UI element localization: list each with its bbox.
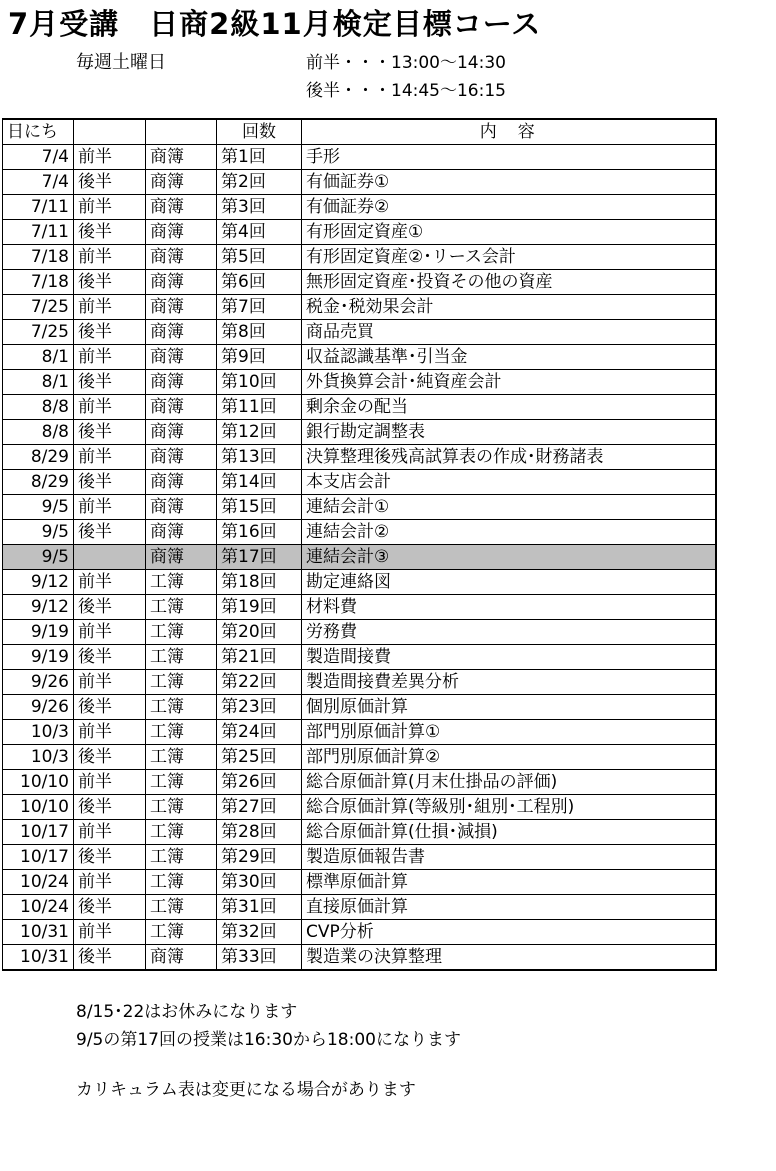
table-row [3,345,716,370]
cell-count: 第18回 [217,570,302,595]
cell-date: 8/8 [3,420,74,445]
cell-subject: 商簿 [146,170,217,195]
cell-date: 9/12 [3,570,74,595]
table-row [3,595,716,620]
cell-half: 前半 [74,720,146,745]
cell-half: 後半 [74,845,146,870]
table-row [3,245,716,270]
cell-date: 9/5 [3,520,74,545]
cell-content: 直接原価計算 [302,895,716,920]
table-row [3,520,716,545]
header-count: 回数 [217,119,302,145]
cell-content: 連結会計① [302,495,716,520]
cell-count: 第8回 [217,320,302,345]
cell-date: 7/25 [3,320,74,345]
cell-content: 剰余金の配当 [302,395,716,420]
cell-half: 後半 [74,795,146,820]
cell-date: 7/18 [3,245,74,270]
cell-date: 9/5 [3,495,74,520]
cell-count: 第14回 [217,470,302,495]
cell-subject: 工簿 [146,920,217,945]
cell-subject: 工簿 [146,895,217,920]
table-row [3,820,716,845]
cell-content: 材料費 [302,595,716,620]
cell-count: 第31回 [217,895,302,920]
cell-count: 第2回 [217,170,302,195]
cell-content: 勘定連絡図 [302,570,716,595]
cell-half: 後半 [74,745,146,770]
cell-content: 収益認識基準･引当金 [302,345,716,370]
cell-date: 7/18 [3,270,74,295]
table-row [3,795,716,820]
table-row [3,170,716,195]
cell-half: 後半 [74,470,146,495]
cell-date: 10/3 [3,745,74,770]
table-header-row [3,119,716,145]
time-second-half: 後半・・・14:45～16:15 [306,81,506,101]
cell-count: 第22回 [217,670,302,695]
cell-count: 第4回 [217,220,302,245]
header-half [74,119,146,145]
cell-date: 7/11 [3,195,74,220]
cell-subject: 商簿 [146,370,217,395]
table-row [3,720,716,745]
cell-date: 10/24 [3,895,74,920]
cell-subject: 工簿 [146,845,217,870]
cell-subject: 商簿 [146,945,217,971]
cell-subject: 工簿 [146,695,217,720]
table-row [3,570,716,595]
cell-count: 第5回 [217,245,302,270]
cell-content: 手形 [302,145,716,170]
cell-content: 部門別原価計算② [302,745,716,770]
cell-subject: 商簿 [146,545,217,570]
header-date: 日にち [3,119,74,145]
table-row [3,270,716,295]
cell-count: 第23回 [217,695,302,720]
cell-half: 前半 [74,770,146,795]
cell-content: 連結会計② [302,520,716,545]
cell-content: 商品売買 [302,320,716,345]
page-title: 7月受講 日商2級11月検定目標コース [8,7,542,41]
cell-half: 後半 [74,420,146,445]
cell-content: 個別原価計算 [302,695,716,720]
cell-count: 第9回 [217,345,302,370]
cell-date: 10/31 [3,945,74,971]
cell-date: 8/1 [3,370,74,395]
cell-half: 前半 [74,670,146,695]
cell-content: 税金･税効果会計 [302,295,716,320]
cell-subject: 工簿 [146,870,217,895]
cell-subject: 工簿 [146,670,217,695]
cell-half: 後半 [74,170,146,195]
cell-half: 前半 [74,445,146,470]
cell-count: 第13回 [217,445,302,470]
table-row [3,695,716,720]
table-row [3,645,716,670]
cell-content: 製造業の決算整理 [302,945,716,971]
table-row [3,395,716,420]
table-row [3,220,716,245]
cell-date: 7/4 [3,170,74,195]
table-row [3,420,716,445]
cell-subject: 商簿 [146,520,217,545]
cell-count: 第27回 [217,795,302,820]
cell-date: 8/8 [3,395,74,420]
cell-content: 本支店会計 [302,470,716,495]
cell-count: 第29回 [217,845,302,870]
cell-content: 有形固定資産②･リース会計 [302,245,716,270]
cell-half: 前半 [74,345,146,370]
notes [76,998,461,1104]
cell-date: 7/11 [3,220,74,245]
header-subject [146,119,217,145]
cell-content: 部門別原価計算① [302,720,716,745]
table-row [3,920,716,945]
cell-content: 総合原価計算(月末仕掛品の評価) [302,770,716,795]
cell-content: 総合原価計算(仕損･減損) [302,820,716,845]
table-row [3,320,716,345]
cell-count: 第11回 [217,395,302,420]
cell-count: 第6回 [217,270,302,295]
table-row [3,670,716,695]
cell-date: 9/5 [3,545,74,570]
table-row [3,195,716,220]
cell-content: 連結会計③ [302,545,716,570]
table-row [3,895,716,920]
cell-date: 9/26 [3,695,74,720]
cell-subject: 工簿 [146,645,217,670]
cell-content: CVP分析 [302,920,716,945]
cell-half: 後半 [74,520,146,545]
cell-half: 前半 [74,195,146,220]
cell-half: 前半 [74,145,146,170]
table-row [3,620,716,645]
note-lesson-time: 9/5の第17回の授業は16:30から18:00になります [76,1030,461,1050]
cell-content: 有価証券① [302,170,716,195]
table-body [3,145,716,971]
header-content: 内 容 [302,119,716,145]
table-row [3,145,716,170]
cell-date: 10/17 [3,845,74,870]
cell-date: 10/17 [3,820,74,845]
cell-subject: 商簿 [146,195,217,220]
cell-subject: 商簿 [146,295,217,320]
cell-date: 7/25 [3,295,74,320]
table-row [3,945,716,971]
cell-content: 労務費 [302,620,716,645]
cell-count: 第24回 [217,720,302,745]
cell-half: 後半 [74,320,146,345]
cell-half: 後半 [74,945,146,971]
cell-half: 前半 [74,495,146,520]
cell-content: 決算整理後残高試算表の作成･財務諸表 [302,445,716,470]
cell-content: 総合原価計算(等級別･組別･工程別) [302,795,716,820]
table-row [3,545,716,570]
cell-half: 後半 [74,370,146,395]
cell-subject: 工簿 [146,795,217,820]
cell-half: 後半 [74,220,146,245]
cell-count: 第3回 [217,195,302,220]
table-row [3,770,716,795]
table-row [3,845,716,870]
cell-subject: 工簿 [146,745,217,770]
cell-count: 第21回 [217,645,302,670]
cell-content: 製造原価報告書 [302,845,716,870]
cell-date: 10/10 [3,795,74,820]
cell-half: 後半 [74,895,146,920]
cell-subject: 商簿 [146,345,217,370]
cell-subject: 工簿 [146,770,217,795]
cell-subject: 工簿 [146,720,217,745]
cell-date: 10/31 [3,920,74,945]
cell-half: 前半 [74,820,146,845]
table-row [3,495,716,520]
cell-subject: 商簿 [146,395,217,420]
cell-half [74,545,146,570]
cell-half: 前半 [74,620,146,645]
cell-subject: 商簿 [146,445,217,470]
cell-content: 無形固定資産･投資その他の資産 [302,270,716,295]
cell-content: 標準原価計算 [302,870,716,895]
table-row [3,870,716,895]
cell-count: 第25回 [217,745,302,770]
cell-count: 第32回 [217,920,302,945]
cell-subject: 工簿 [146,620,217,645]
cell-date: 7/4 [3,145,74,170]
cell-count: 第20回 [217,620,302,645]
time-first-half: 前半・・・13:00～14:30 [306,53,506,73]
cell-date: 10/24 [3,870,74,895]
table-row [3,445,716,470]
cell-date: 8/1 [3,345,74,370]
cell-half: 前半 [74,570,146,595]
cell-count: 第33回 [217,945,302,971]
cell-count: 第16回 [217,520,302,545]
cell-half: 前半 [74,395,146,420]
cell-date: 9/26 [3,670,74,695]
cell-half: 前半 [74,295,146,320]
cell-half: 前半 [74,920,146,945]
cell-date: 10/3 [3,720,74,745]
cell-content: 製造間接費 [302,645,716,670]
cell-count: 第12回 [217,420,302,445]
cell-content: 有形固定資産① [302,220,716,245]
cell-count: 第10回 [217,370,302,395]
cell-count: 第19回 [217,595,302,620]
cell-date: 10/10 [3,770,74,795]
cell-count: 第30回 [217,870,302,895]
cell-content: 銀行勘定調整表 [302,420,716,445]
cell-half: 後半 [74,595,146,620]
curriculum-table [2,118,717,971]
cell-subject: 商簿 [146,220,217,245]
cell-content: 有価証券② [302,195,716,220]
cell-subject: 商簿 [146,245,217,270]
cell-subject: 商簿 [146,420,217,445]
cell-subject: 商簿 [146,320,217,345]
cell-count: 第26回 [217,770,302,795]
cell-half: 後半 [74,270,146,295]
cell-content: 製造間接費差異分析 [302,670,716,695]
cell-half: 前半 [74,245,146,270]
table-row [3,745,716,770]
table-row [3,370,716,395]
schedule-day: 毎週土曜日 [76,52,166,73]
cell-date: 9/12 [3,595,74,620]
cell-half: 後半 [74,695,146,720]
cell-subject: 工簿 [146,820,217,845]
cell-count: 第7回 [217,295,302,320]
table-row [3,470,716,495]
cell-count: 第28回 [217,820,302,845]
note-holiday: 8/15･22はお休みになります [76,1002,298,1022]
cell-date: 8/29 [3,470,74,495]
cell-half: 後半 [74,645,146,670]
cell-content: 外貨換算会計･純資産会計 [302,370,716,395]
cell-date: 9/19 [3,620,74,645]
cell-subject: 商簿 [146,270,217,295]
cell-count: 第1回 [217,145,302,170]
cell-date: 9/19 [3,645,74,670]
cell-subject: 工簿 [146,595,217,620]
cell-subject: 商簿 [146,470,217,495]
cell-half: 前半 [74,870,146,895]
table-row [3,295,716,320]
cell-subject: 商簿 [146,145,217,170]
cell-subject: 工簿 [146,570,217,595]
cell-subject: 商簿 [146,495,217,520]
cell-count: 第17回 [217,545,302,570]
note-curriculum-change: カリキュラム表は変更になる場合があります [76,1080,416,1100]
cell-count: 第15回 [217,495,302,520]
cell-date: 8/29 [3,445,74,470]
